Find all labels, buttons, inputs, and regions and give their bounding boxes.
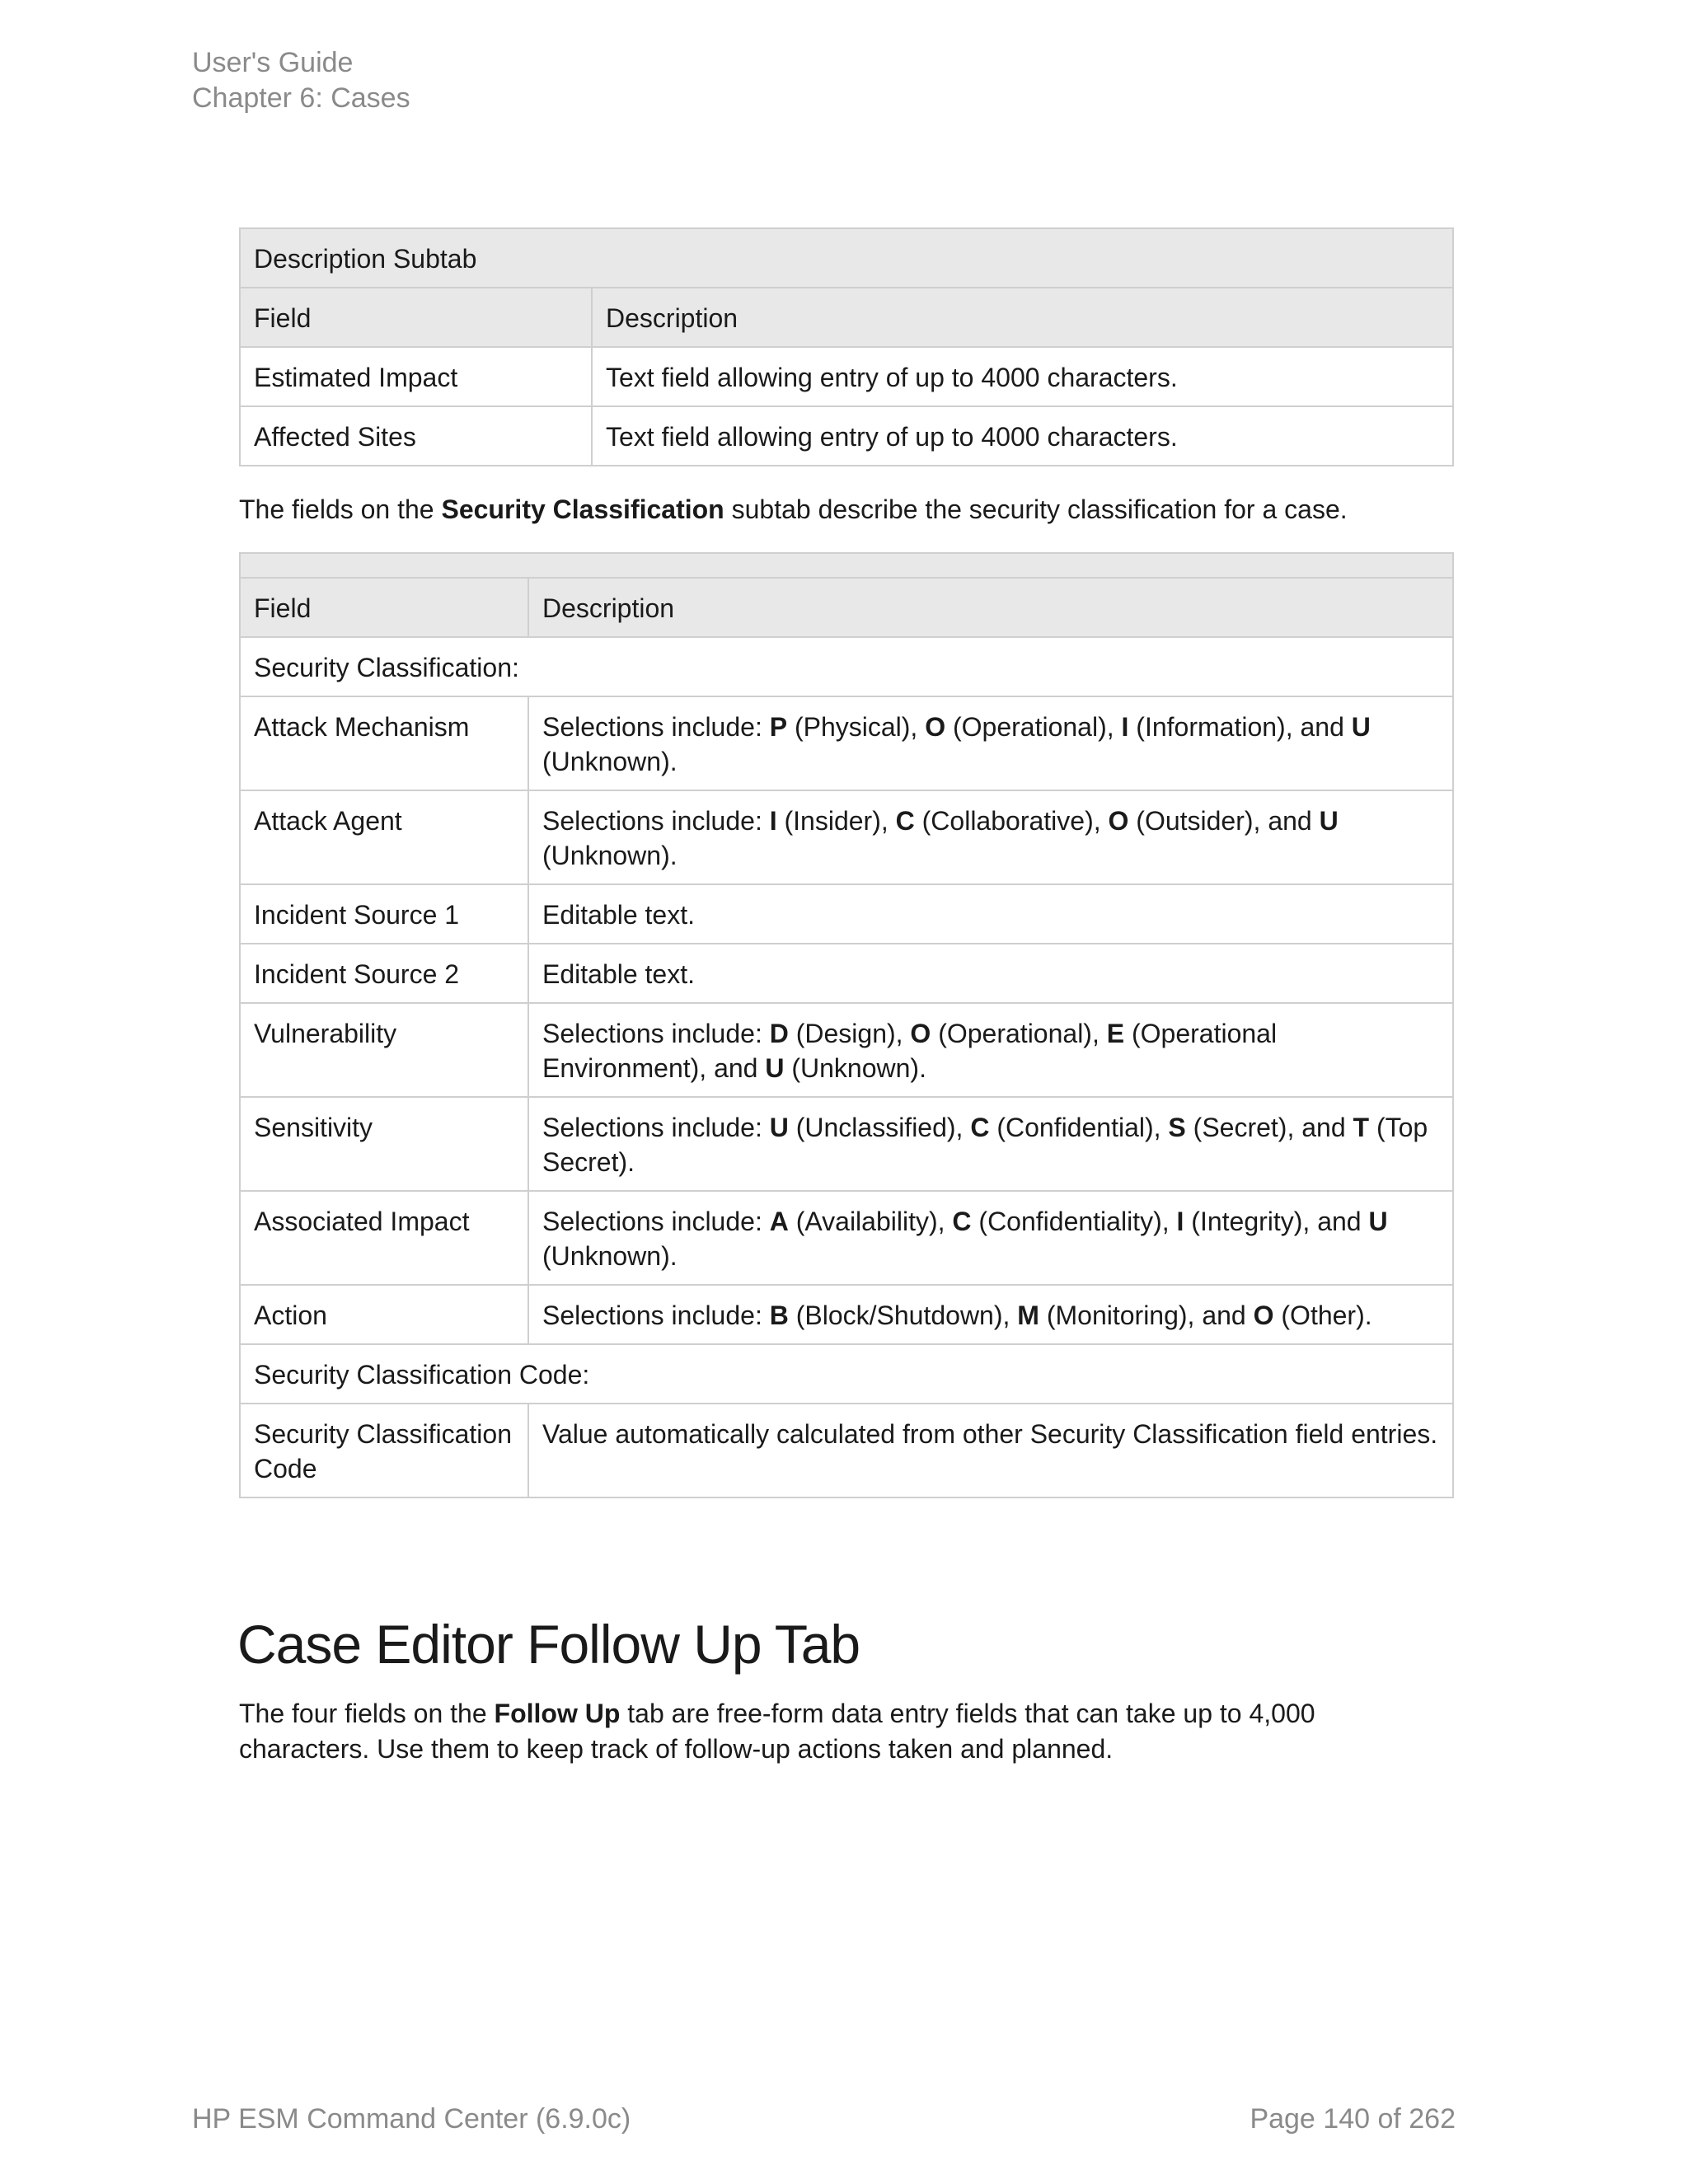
text-segment: (Availability), xyxy=(788,1207,953,1236)
follow-up-description: The four fields on the Follow Up tab are free-form data entry fields that can take up to 4,000 characters. Use them to keep track of follow-up actions taken and planned. xyxy=(239,1699,1315,1764)
text-segment: (Unknown). xyxy=(542,747,678,776)
option-code: P xyxy=(769,712,788,742)
text-segment: (Unclassified), xyxy=(788,1113,971,1142)
header-chapter: Chapter 6: Cases xyxy=(192,82,410,114)
text-segment: Selections include: xyxy=(542,1207,770,1236)
footer-product: HP ESM Command Center (6.9.0c) xyxy=(192,2103,631,2135)
text-segment: (Confidential), xyxy=(989,1113,1169,1142)
table-row xyxy=(240,944,1453,1003)
option-code: I xyxy=(769,806,777,836)
field-name-cell: Action xyxy=(240,1285,528,1344)
option-code: B xyxy=(769,1301,789,1330)
security-classification-intro: The fields on the Security Classification subtab describe the security classification for a case. xyxy=(239,494,1348,524)
column-header-description: Description xyxy=(592,288,1453,347)
header-guide-title: User's Guide xyxy=(192,47,354,78)
text-segment: (Unknown). xyxy=(542,841,678,870)
field-name-cell: Affected Sites xyxy=(240,406,592,466)
text-segment: (Design), xyxy=(788,1019,911,1048)
option-code: C xyxy=(895,806,915,836)
field-name-cell: Incident Source 2 xyxy=(240,944,528,1003)
option-code: O xyxy=(1108,806,1129,836)
section-heading-security-classification-code: Security Classification Code: xyxy=(240,1344,1453,1404)
text-segment: (Information), and xyxy=(1128,712,1352,742)
option-code: D xyxy=(769,1019,789,1048)
field-name-cell: Security Classification Code xyxy=(240,1404,528,1497)
text-segment: (Integrity), and xyxy=(1184,1207,1369,1236)
field-name-cell: Vulnerability xyxy=(240,1003,528,1097)
field-description-cell xyxy=(528,696,1453,790)
option-code: I xyxy=(1176,1207,1184,1236)
field-description-cell xyxy=(528,1285,1453,1344)
text-segment: Selections include: xyxy=(542,1019,770,1048)
field-name-cell: Incident Source 1 xyxy=(240,884,528,944)
description-subtab-table xyxy=(239,227,1454,466)
text-segment: (Collaborative), xyxy=(914,806,1109,836)
option-code: S xyxy=(1168,1113,1186,1142)
field-name-cell: Estimated Impact xyxy=(240,347,592,406)
text-segment: Value automatically calculated from other Security Classification field entries. xyxy=(542,1419,1438,1449)
column-header-description: Description xyxy=(528,578,1453,637)
field-description-cell xyxy=(528,884,1453,944)
section-heading-security-classification: Security Classification: xyxy=(240,637,1453,696)
table-row xyxy=(240,406,1453,466)
option-code: U xyxy=(765,1053,785,1083)
field-description-cell: Text field allowing entry of up to 4000 characters. xyxy=(592,347,1453,406)
bold-term: Follow Up xyxy=(494,1699,621,1728)
option-code: O xyxy=(925,712,946,742)
text-segment: (Operational Environment), and xyxy=(542,1019,1278,1083)
field-description-cell xyxy=(528,944,1453,1003)
option-code: E xyxy=(1106,1019,1125,1048)
field-description-cell xyxy=(528,1191,1453,1285)
text-segment: (Operational), xyxy=(931,1019,1107,1048)
table-row xyxy=(240,1191,1453,1285)
table-row xyxy=(240,1285,1453,1344)
text-segment: (Unknown). xyxy=(784,1053,926,1083)
text-segment: Selections include: xyxy=(542,806,770,836)
text-segment: (Top Secret). xyxy=(542,1113,1428,1177)
option-code: O xyxy=(1253,1301,1274,1330)
field-description-cell xyxy=(528,1003,1453,1097)
field-name-cell: Attack Mechanism xyxy=(240,696,528,790)
field-description-cell xyxy=(528,1097,1453,1191)
option-code: U xyxy=(1368,1207,1388,1236)
option-code: O xyxy=(910,1019,931,1048)
table-row xyxy=(240,1404,1453,1497)
text-segment: (Unknown). xyxy=(542,1241,678,1271)
field-name-cell: Attack Agent xyxy=(240,790,528,884)
running-header xyxy=(192,45,410,116)
bold-term: Security Classification xyxy=(441,494,724,524)
table-row xyxy=(240,790,1453,884)
option-code: I xyxy=(1121,712,1129,742)
option-code: T xyxy=(1353,1113,1370,1142)
text-segment: (Outsider), and xyxy=(1128,806,1320,836)
text-segment: (Block/Shutdown), xyxy=(788,1301,1018,1330)
option-code: M xyxy=(1017,1301,1039,1330)
text-segment: (Operational), xyxy=(945,712,1122,742)
field-description-cell xyxy=(528,1404,1453,1497)
table-row xyxy=(240,1097,1453,1191)
option-code: A xyxy=(769,1207,789,1236)
table-row xyxy=(240,696,1453,790)
table-row xyxy=(240,1003,1453,1097)
text-segment: Selections include: xyxy=(542,712,770,742)
text-segment: (Secret), and xyxy=(1185,1113,1353,1142)
column-header-field: Field xyxy=(240,288,592,347)
table-title xyxy=(240,553,1453,578)
table-title: Description Subtab xyxy=(240,228,1453,288)
text-segment: (Confidentiality), xyxy=(971,1207,1177,1236)
text-segment: Selections include: xyxy=(542,1113,770,1142)
text-segment: (Insider), xyxy=(776,806,896,836)
table-row xyxy=(240,347,1453,406)
field-name-cell: Sensitivity xyxy=(240,1097,528,1191)
column-header-field: Field xyxy=(240,578,528,637)
option-code: C xyxy=(970,1113,990,1142)
security-classification-table xyxy=(239,552,1454,1498)
text-segment: Selections include: xyxy=(542,1301,770,1330)
option-code: U xyxy=(1319,806,1339,836)
text-segment: (Monitoring), and xyxy=(1039,1301,1254,1330)
option-code: U xyxy=(1351,712,1371,742)
option-code: U xyxy=(769,1113,789,1142)
section-heading: Case Editor Follow Up Tab xyxy=(237,1614,860,1675)
text-segment: (Other). xyxy=(1273,1301,1372,1330)
text-segment: Editable text. xyxy=(542,959,695,989)
text-segment: Editable text. xyxy=(542,900,695,930)
field-description-cell xyxy=(528,790,1453,884)
field-description-cell: Text field allowing entry of up to 4000 characters. xyxy=(592,406,1453,466)
option-code: C xyxy=(952,1207,972,1236)
text-segment: (Physical), xyxy=(787,712,926,742)
footer-page-number: Page 140 of 262 xyxy=(1250,2103,1456,2135)
field-name-cell: Associated Impact xyxy=(240,1191,528,1285)
table-row xyxy=(240,884,1453,944)
